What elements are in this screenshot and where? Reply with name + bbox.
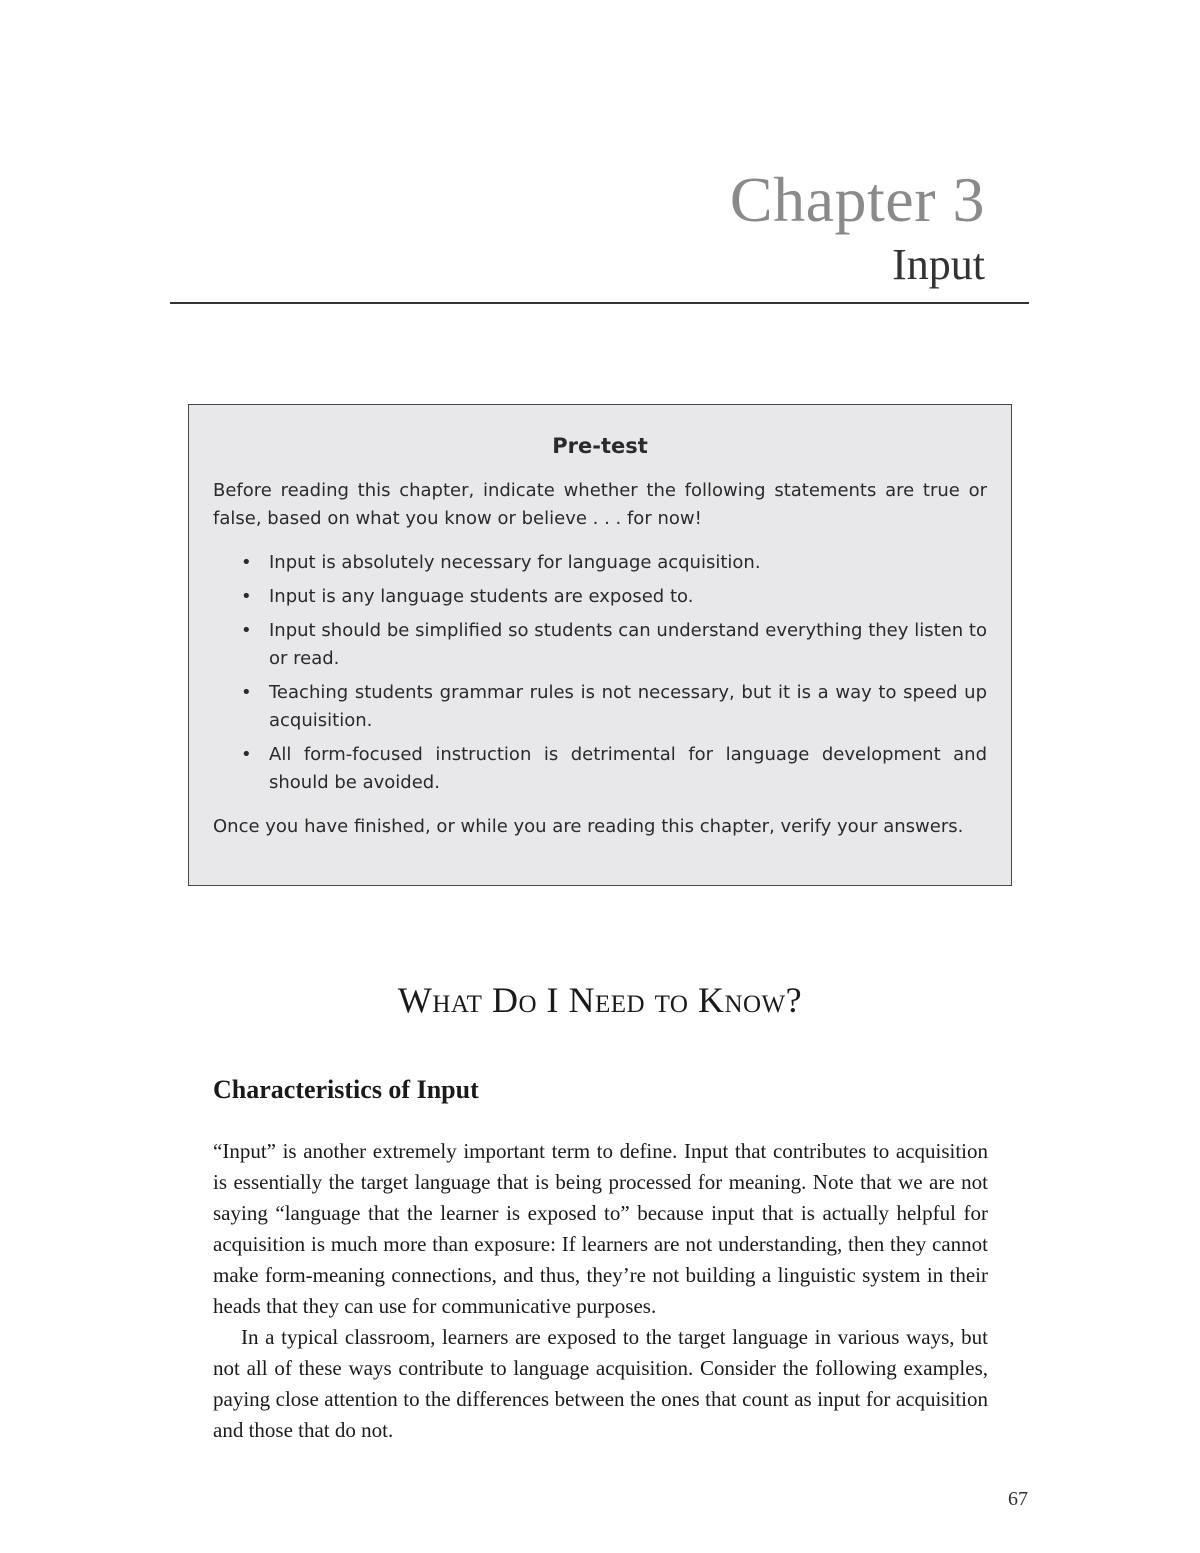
chapter-header [170, 160, 1029, 304]
bullet-icon: • [241, 586, 252, 607]
body-text [213, 1136, 988, 1446]
pretest-box [188, 404, 1012, 886]
list-item-text: All form-focused instruction is detrimental for language development and should be avoided. [269, 744, 987, 793]
subheading: Characteristics of Input [213, 1075, 479, 1104]
bullet-icon: • [241, 682, 252, 703]
chapter-number: Chapter 3 [729, 164, 985, 235]
list-item-text: Teaching students grammar rules is not necessary, but it is a way to speed up acquisition. [269, 682, 987, 731]
list-item [213, 617, 987, 673]
bullet-icon: • [241, 552, 252, 573]
pretest-intro: Before reading this chapter, indicate whether the following statements are true or false, based on what you know or believe . . . for now! [213, 480, 987, 529]
section-heading: What Do I Need to Know? [397, 980, 803, 1020]
pretest-title: Pre-test [552, 434, 648, 458]
chapter-title: Input [892, 240, 985, 289]
list-item [213, 549, 987, 577]
list-item [213, 583, 987, 611]
bullet-icon: • [241, 744, 252, 765]
pretest-closing: Once you have finished, or while you are reading this chapter, verify your answers. [213, 816, 964, 837]
list-item-text: Input is any language students are exposed to. [269, 586, 694, 607]
page-number: 67 [1008, 1488, 1028, 1510]
list-item-text: Input should be simplified so students can understand everything they listen to or read. [269, 620, 987, 669]
list-item [213, 741, 987, 797]
list-item [213, 679, 987, 735]
bullet-icon: • [241, 620, 252, 641]
body-paragraph: In a typical classroom, learners are exposed to the target language in various ways, but not all of these ways contribute to language acquisition. Consider the following examples, paying close attention to the differences between the ones that count as input for acquisition and those that do not. [213, 1325, 988, 1442]
pretest-list [213, 549, 987, 797]
list-item-text: Input is absolutely necessary for language acquisition. [269, 552, 761, 573]
body-paragraph: “Input” is another extremely important term to define. Input that contributes to acquisition is essentially the target language that is being processed for meaning. Note that we are not saying “language that the learner is exposed to” because input that is actually helpful for acquisition is much more than exposure: If learners are not understanding, then they cannot make form-meaning connections, and thus, they’re not building a linguistic system in their heads that they can use for communicative purposes. [213, 1139, 988, 1318]
